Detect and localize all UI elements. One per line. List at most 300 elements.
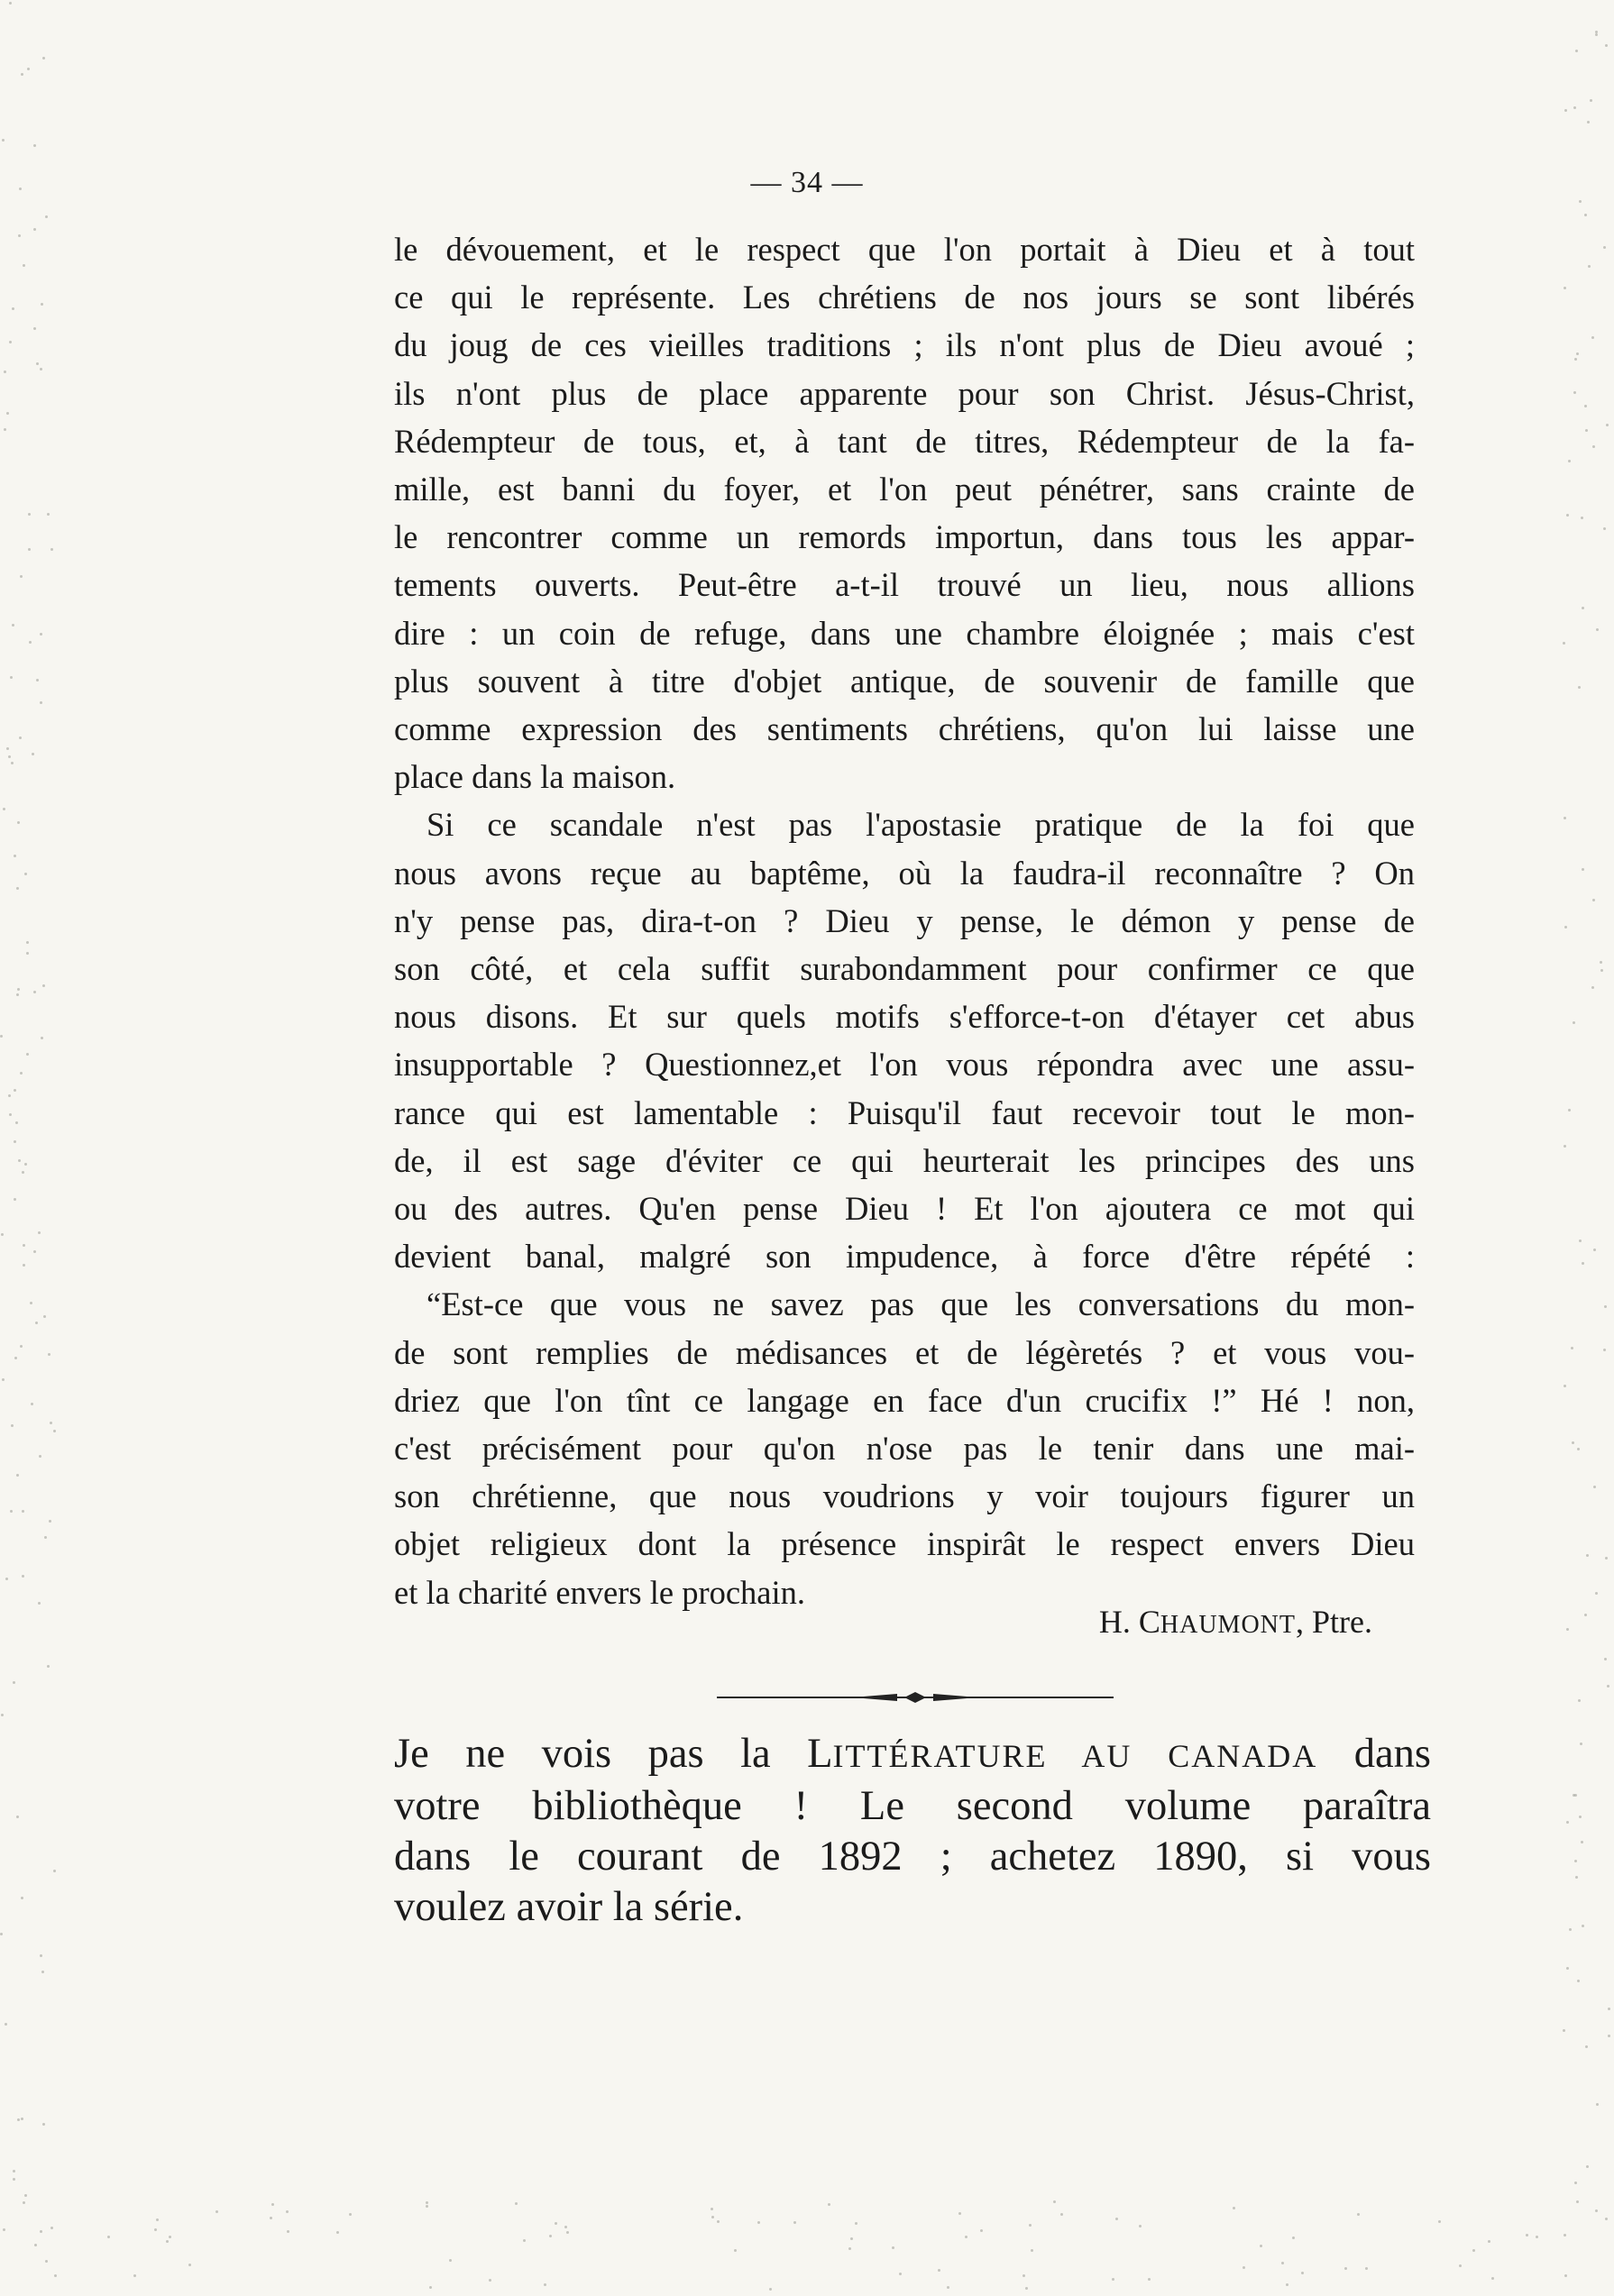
paper-speckle bbox=[50, 1422, 52, 1424]
paper-speckle bbox=[154, 2228, 157, 2231]
paper-speckle bbox=[12, 624, 14, 627]
paper-speckle bbox=[1577, 1448, 1580, 1450]
paper-speckle bbox=[717, 2220, 720, 2223]
paper-speckle bbox=[1112, 2278, 1114, 2281]
paper-speckle bbox=[899, 2273, 902, 2275]
paper-speckle bbox=[1607, 1685, 1609, 1688]
paper-speckle bbox=[9, 341, 12, 343]
article-body bbox=[394, 225, 1415, 1616]
text-line: son côté, et cela suffit surabondamment pour confirmer ce que bbox=[394, 950, 1415, 988]
paper-speckle bbox=[1585, 2045, 1588, 2048]
paper-speckle bbox=[6, 747, 9, 750]
paper-speckle bbox=[1608, 2008, 1610, 2010]
paper-speckle bbox=[2, 139, 5, 142]
paper-speckle bbox=[54, 2274, 57, 2277]
text-line: tements ouverts. Peut-être a-t-il trouvé un lieu, nous allions bbox=[394, 566, 1415, 604]
paper-speckle bbox=[549, 2235, 552, 2237]
paper-speckle bbox=[20, 575, 23, 578]
paper-speckle bbox=[19, 736, 22, 739]
paper-speckle bbox=[6, 412, 9, 415]
paper-speckle bbox=[33, 1250, 36, 1253]
paper-speckle bbox=[1564, 1385, 1566, 1387]
paper-speckle bbox=[5, 1578, 8, 1580]
paper-speckle bbox=[1568, 460, 1571, 462]
advert-text: dans bbox=[1317, 1731, 1431, 1777]
paper-speckle bbox=[1148, 2278, 1151, 2281]
paper-speckle bbox=[40, 701, 42, 704]
paper-speckle bbox=[5, 2023, 7, 2026]
paper-speckle bbox=[793, 2221, 796, 2224]
text-line: ou des autres. Qu'en pense Dieu ! Et l'on ajoutera ce mot qui bbox=[394, 1190, 1415, 1228]
paper-speckle bbox=[1459, 2264, 1462, 2267]
paper-speckle bbox=[3, 2228, 5, 2231]
paper-speckle bbox=[38, 1231, 41, 1234]
paper-speckle bbox=[11, 762, 14, 764]
text-line: le rencontrer comme un remords importun, dans tous les appar- bbox=[394, 518, 1415, 556]
paper-speckle bbox=[14, 1089, 16, 1092]
paper-speckle bbox=[10, 676, 13, 679]
paper-speckle bbox=[18, 1159, 21, 1162]
paper-speckle bbox=[33, 327, 36, 330]
paper-speckle bbox=[50, 2227, 53, 2229]
paper-speckle bbox=[1488, 2240, 1490, 2243]
paper-speckle bbox=[21, 73, 23, 76]
paper-speckle bbox=[21, 2118, 23, 2120]
paper-speckle bbox=[156, 2218, 159, 2221]
paper-speckle bbox=[1579, 200, 1582, 203]
text-line: de sont remplies de médisances et de légèretés ? et vous vou- bbox=[394, 1333, 1415, 1371]
paper-speckle bbox=[1564, 2274, 1567, 2277]
paper-speckle bbox=[1564, 926, 1567, 928]
paper-speckle bbox=[1605, 1557, 1608, 1560]
paper-speckle bbox=[555, 2222, 557, 2225]
paper-speckle bbox=[4, 370, 6, 373]
paper-speckle bbox=[45, 215, 48, 218]
paper-speckle bbox=[1574, 1860, 1577, 1862]
paper-speckle bbox=[1357, 2213, 1360, 2216]
paper-speckle bbox=[1584, 1614, 1587, 1616]
signature-initial: H. C bbox=[1098, 1604, 1160, 1640]
paper-speckle bbox=[1, 1233, 4, 1236]
paper-speckle bbox=[23, 264, 25, 267]
text-line: dire : un coin de refuge, dans une chambre éloignée ; mais c'est bbox=[394, 614, 1415, 652]
paper-speckle bbox=[28, 513, 31, 516]
paper-speckle bbox=[13, 2178, 15, 2181]
paper-speckle bbox=[22, 1575, 24, 1578]
text-line: son chrétienne, que nous voudrions y voir toujours figurer un bbox=[394, 1477, 1415, 1515]
paper-speckle bbox=[14, 855, 16, 857]
paper-speckle bbox=[1581, 1841, 1583, 1843]
paper-speckle bbox=[133, 2274, 136, 2277]
paper-speckle bbox=[41, 303, 43, 306]
paper-speckle bbox=[28, 548, 31, 551]
paper-speckle bbox=[38, 1602, 41, 1605]
paper-speckle bbox=[1566, 1821, 1569, 1824]
paper-speckle bbox=[4, 428, 6, 431]
paper-speckle bbox=[947, 2286, 949, 2289]
paper-speckle bbox=[26, 941, 29, 944]
paper-speckle bbox=[1591, 336, 1594, 339]
paper-speckle bbox=[1587, 121, 1590, 123]
paper-speckle bbox=[1605, 2218, 1608, 2220]
paper-speckle bbox=[33, 228, 36, 231]
paper-speckle bbox=[1581, 517, 1583, 519]
paper-speckle bbox=[769, 2288, 772, 2291]
advert-book-title: ITTÉRATURE AU CANADA bbox=[832, 1738, 1318, 1774]
advert-line: votre bibliothèque ! Le second volume paraîtra bbox=[394, 1783, 1431, 1829]
paper-speckle bbox=[48, 1353, 50, 1356]
paper-speckle bbox=[1573, 1794, 1575, 1797]
paper-speckle bbox=[1115, 2218, 1118, 2220]
paper-speckle bbox=[16, 1816, 19, 1818]
paper-speckle bbox=[43, 1315, 46, 1318]
paper-speckle bbox=[188, 2264, 191, 2266]
paper-speckle bbox=[39, 1455, 41, 1458]
paper-speckle bbox=[41, 1037, 43, 1039]
paper-speckle bbox=[271, 2203, 274, 2206]
paper-speckle bbox=[958, 2212, 961, 2215]
paper-speckle bbox=[1568, 1109, 1571, 1111]
paper-speckle bbox=[1596, 2103, 1599, 2106]
paper-speckle bbox=[27, 68, 30, 70]
paper-speckle bbox=[45, 2260, 48, 2263]
paper-speckle bbox=[1566, 1628, 1569, 1631]
text-line: et la charité envers le prochain. bbox=[394, 1573, 806, 1611]
text-line: de, il est sage d'éviter ce qui heurterait les principes des uns bbox=[394, 1141, 1415, 1179]
paper-speckle bbox=[44, 1536, 47, 1539]
text-line: nous disons. Et sur quels motifs s'efforce-t-on d'étayer cet abus bbox=[394, 998, 1415, 1036]
paper-speckle bbox=[107, 2236, 110, 2238]
paper-speckle bbox=[42, 2123, 45, 2126]
paper-speckle bbox=[23, 2201, 25, 2204]
text-line: rance qui est lamentable : Puisqu'il faut recevoir tout le mon- bbox=[394, 1093, 1415, 1131]
paper-speckle bbox=[42, 984, 45, 987]
paper-speckle bbox=[14, 1198, 16, 1201]
paper-speckle bbox=[1563, 2029, 1565, 2032]
paper-speckle bbox=[1053, 2200, 1056, 2203]
paper-speckle bbox=[1604, 1658, 1607, 1660]
paper-speckle bbox=[1572, 1441, 1574, 1444]
paper-speckle bbox=[11, 1424, 14, 1427]
paper-speckle bbox=[29, 641, 32, 644]
paper-speckle bbox=[31, 1403, 33, 1405]
page-number: — 34 — bbox=[750, 166, 864, 199]
paper-speckle bbox=[15, 1121, 18, 1124]
signature-name: HAUMONT bbox=[1160, 1611, 1296, 1639]
paper-speckle bbox=[1286, 2283, 1288, 2286]
paper-speckle bbox=[1564, 109, 1567, 112]
advert-line bbox=[394, 1729, 1431, 1781]
paper-speckle bbox=[0, 1035, 3, 1038]
paper-speckle bbox=[1025, 2287, 1028, 2290]
text-line: driez que l'on tînt ce langage en face d'un crucifix !” Hé ! non, bbox=[394, 1381, 1415, 1419]
paper-speckle bbox=[1233, 2207, 1235, 2209]
paper-speckle bbox=[49, 1520, 51, 1523]
paper-speckle bbox=[1564, 817, 1566, 819]
paper-speckle bbox=[1566, 514, 1569, 517]
paper-speckle bbox=[1600, 969, 1603, 972]
paper-speckle bbox=[1536, 2236, 1538, 2238]
paper-speckle bbox=[1580, 1743, 1582, 1745]
paper-speckle bbox=[938, 2269, 940, 2272]
paper-speckle bbox=[23, 1244, 25, 1247]
paper-speckle bbox=[34, 2244, 37, 2246]
paper-speckle bbox=[26, 952, 29, 955]
paper-speckle bbox=[1260, 2245, 1262, 2247]
text-line: ils n'ont plus de place apparente pour son Christ. Jésus-Christ, bbox=[394, 374, 1415, 412]
paper-speckle bbox=[828, 2203, 830, 2206]
paper-speckle bbox=[1526, 2234, 1528, 2237]
paper-speckle bbox=[1243, 2266, 1245, 2269]
paper-speckle bbox=[1604, 1305, 1607, 1308]
paper-speckle bbox=[53, 1430, 56, 1432]
paper-speckle bbox=[1591, 986, 1594, 989]
paper-speckle bbox=[24, 1163, 27, 1166]
paper-speckle bbox=[287, 2230, 289, 2233]
paper-speckle bbox=[53, 1870, 56, 1872]
paper-speckle bbox=[711, 2208, 713, 2210]
paper-speckle bbox=[1, 1714, 4, 1716]
paper-speckle bbox=[20, 1345, 23, 1348]
paper-speckle bbox=[1365, 2267, 1368, 2270]
paper-speckle bbox=[10, 1510, 13, 1513]
paper-speckle bbox=[1573, 1021, 1575, 1024]
paper-speckle bbox=[544, 2283, 546, 2286]
paper-speckle bbox=[40, 2230, 42, 2233]
paper-speckle bbox=[1575, 1876, 1578, 1879]
paper-speckle bbox=[1595, 33, 1598, 36]
paper-speckle bbox=[14, 1357, 17, 1359]
paper-speckle bbox=[1563, 642, 1565, 645]
paper-speckle bbox=[1576, 352, 1579, 355]
paper-speckle bbox=[1576, 2200, 1579, 2203]
text-line: Si ce scandale n'est pas l'apostasie pratique de la foi que bbox=[426, 806, 1415, 844]
paper-speckle bbox=[270, 2217, 272, 2219]
text-line: devient banal, malgré son impudence, à force d'être répété : bbox=[394, 1238, 1415, 1276]
text-line: ce qui le représente. Les chrétiens de nos jours se sont libérés bbox=[394, 279, 1415, 316]
paper-speckle bbox=[429, 2286, 432, 2289]
text-line: le dévouement, et le respect que l'on portait à Dieu et à tout bbox=[394, 231, 1415, 268]
paper-speckle bbox=[1606, 424, 1609, 426]
text-line: Rédempteur de tous, et, à tant de titres, Rédempteur de la fa- bbox=[394, 422, 1415, 460]
paper-speckle bbox=[1564, 1145, 1566, 1148]
paper-speckle bbox=[14, 1140, 16, 1143]
paper-speckle bbox=[16, 993, 19, 996]
paper-speckle bbox=[1573, 106, 1576, 109]
paper-speckle bbox=[17, 988, 20, 991]
paper-speckle bbox=[1344, 2267, 1347, 2270]
text-line: “Est-ce que vous ne savez pas que les conversations du mon- bbox=[426, 1285, 1415, 1323]
paper-speckle bbox=[1584, 214, 1587, 216]
paper-speckle bbox=[13, 2170, 15, 2173]
paper-speckle bbox=[47, 513, 50, 516]
text-line: place dans la maison. bbox=[394, 758, 676, 796]
paper-speckle bbox=[1592, 445, 1595, 448]
paper-speckle bbox=[980, 2229, 983, 2232]
paper-speckle bbox=[1603, 527, 1606, 530]
paper-speckle bbox=[1595, 1592, 1598, 1595]
text-line: comme expression des sentiments chrétiens, qu'on lui laisse une bbox=[394, 710, 1415, 748]
paper-speckle bbox=[1577, 1980, 1580, 1982]
paper-speckle bbox=[1592, 899, 1595, 901]
paper-speckle bbox=[1029, 2224, 1032, 2227]
paper-speckle bbox=[1575, 50, 1578, 52]
paper-speckle bbox=[1595, 2209, 1598, 2212]
ornamental-divider bbox=[717, 1691, 1114, 1704]
paper-speckle bbox=[1564, 2234, 1566, 2237]
paper-speckle bbox=[1582, 1925, 1584, 1927]
paper-speckle bbox=[1600, 961, 1602, 964]
advert-text: Je ne vois pas la L bbox=[394, 1731, 833, 1777]
paper-speckle bbox=[40, 368, 42, 370]
author-signature bbox=[1099, 1603, 1372, 1641]
paper-speckle bbox=[286, 2210, 289, 2213]
paper-speckle bbox=[566, 2231, 569, 2234]
paper-speckle bbox=[18, 234, 21, 237]
paper-speckle bbox=[336, 2231, 339, 2234]
text-line: n'y pense pas, dira-t-on ? Dieu y pense, le démon y pense de bbox=[394, 901, 1415, 939]
paper-speckle bbox=[1593, 1249, 1596, 1251]
paper-speckle bbox=[1578, 1699, 1581, 1702]
paper-speckle bbox=[1281, 2262, 1284, 2264]
paper-speckle bbox=[734, 2249, 737, 2252]
paper-speckle bbox=[8, 1094, 11, 1097]
paper-speckle bbox=[1569, 1928, 1572, 1931]
paper-speckle bbox=[23, 1264, 25, 1267]
paper-speckle bbox=[169, 2236, 171, 2238]
paper-speckle bbox=[20, 1072, 23, 1075]
text-line: mille, est banni du foyer, et l'on peut pénétrer, sans crainte de bbox=[394, 471, 1415, 508]
paper-speckle bbox=[0, 1933, 3, 1935]
paper-speckle bbox=[8, 755, 11, 758]
paper-speckle bbox=[36, 362, 39, 365]
paper-speckle bbox=[449, 2259, 452, 2262]
paper-speckle bbox=[1472, 2249, 1475, 2252]
paper-speckle bbox=[1023, 2274, 1025, 2277]
paper-speckle bbox=[16, 887, 19, 890]
paper-speckle bbox=[523, 2239, 526, 2242]
paper-speckle bbox=[1585, 429, 1588, 432]
paper-speckle bbox=[50, 548, 53, 551]
paper-speckle bbox=[22, 1510, 24, 1513]
paper-speckle bbox=[9, 1113, 12, 1116]
paper-speckle bbox=[1574, 2182, 1577, 2184]
paper-speckle bbox=[426, 2205, 428, 2208]
paper-speckle bbox=[1603, 1349, 1606, 1351]
paper-speckle bbox=[965, 2236, 967, 2238]
text-line: nous avons reçue au baptême, où la faudra-il reconnaître ? On bbox=[394, 854, 1415, 892]
paper-speckle bbox=[33, 991, 36, 993]
paper-speckle bbox=[1139, 2225, 1142, 2227]
paper-speckle bbox=[22, 1171, 24, 1174]
paper-speckle bbox=[1571, 1347, 1573, 1349]
paper-speckle bbox=[850, 2237, 853, 2240]
paper-speckle bbox=[564, 2226, 567, 2228]
text-line: plus souvent à titre d'objet antique, de souvenir de famille que bbox=[394, 662, 1415, 700]
signature-suffix: , Ptre. bbox=[1296, 1604, 1372, 1640]
paper-speckle bbox=[1491, 2277, 1494, 2280]
paper-speckle bbox=[1060, 2213, 1063, 2216]
paper-speckle bbox=[855, 2222, 857, 2225]
paper-speckle bbox=[1578, 686, 1581, 689]
text-line: objet religieux dont la présence inspirât le respect envers Dieu bbox=[394, 1525, 1415, 1563]
paper-speckle bbox=[892, 2246, 894, 2249]
text-line: c'est précisément pour qu'on n'ose pas le tenir dans une mai- bbox=[394, 1430, 1415, 1468]
paper-speckle bbox=[24, 873, 27, 875]
paper-speckle bbox=[711, 2216, 714, 2218]
paper-speckle bbox=[1573, 391, 1576, 394]
paper-speckle bbox=[426, 2201, 428, 2204]
paper-speckle bbox=[757, 2221, 760, 2224]
paper-speckle bbox=[26, 1053, 29, 1056]
text-line: insupportable ? Questionnez,et l'on vous répondra avec une assu- bbox=[394, 1046, 1415, 1084]
paper-speckle bbox=[515, 2202, 518, 2205]
paper-speckle bbox=[2, 1378, 5, 1381]
paper-speckle bbox=[1438, 2220, 1441, 2223]
paper-speckle bbox=[216, 2210, 218, 2213]
paper-speckle bbox=[40, 1954, 42, 1957]
paper-speckle bbox=[489, 2279, 491, 2282]
paper-speckle bbox=[1588, 265, 1591, 268]
paper-speckle bbox=[41, 1971, 44, 1973]
paper-speckle bbox=[1586, 1554, 1589, 1557]
paper-speckle bbox=[13, 1681, 15, 1684]
paper-speckle bbox=[848, 2247, 851, 2250]
paper-speckle bbox=[47, 1665, 50, 1668]
paper-speckle bbox=[42, 57, 45, 59]
paper-speckle bbox=[36, 679, 39, 681]
paper-speckle bbox=[1579, 1816, 1582, 1818]
paper-speckle bbox=[16, 1474, 19, 1477]
paper-speckle bbox=[1574, 358, 1577, 361]
paper-speckle bbox=[17, 2118, 20, 2121]
paper-speckle bbox=[1590, 99, 1592, 102]
paper-speckle bbox=[349, 2213, 352, 2216]
paper-speckle bbox=[1564, 287, 1566, 289]
paper-speckle bbox=[1582, 868, 1584, 871]
paper-speckle bbox=[40, 633, 42, 636]
paper-speckle bbox=[32, 753, 34, 755]
paper-speckle bbox=[3, 808, 5, 810]
paper-speckle bbox=[1605, 44, 1608, 47]
paper-speckle bbox=[1579, 1239, 1582, 1242]
paper-speckle bbox=[24, 2194, 27, 2197]
paper-speckle bbox=[1582, 1262, 1584, 1265]
paper-speckle bbox=[1031, 2249, 1033, 2252]
paper-speckle bbox=[166, 2240, 169, 2243]
text-line: du joug de ces vieilles traditions ; ils n'ont plus de Dieu avoué ; bbox=[394, 326, 1415, 364]
paper-speckle bbox=[12, 307, 14, 310]
paper-speckle bbox=[1584, 405, 1587, 407]
paper-speckle bbox=[17, 821, 20, 824]
paper-speckle bbox=[1603, 246, 1606, 249]
paper-speckle bbox=[30, 1302, 32, 1304]
paper-speckle bbox=[9, 2, 12, 5]
paper-speckle bbox=[1593, 1486, 1596, 1488]
paper-speckle bbox=[1596, 628, 1599, 631]
paper-speckle bbox=[1566, 1967, 1569, 1970]
paper-speckle bbox=[1586, 2165, 1589, 2168]
advert-line: dans le courant de 1892 ; achetez 1890, si vous bbox=[394, 1834, 1431, 1880]
paper-speckle bbox=[21, 1897, 23, 1899]
paper-speckle bbox=[1301, 2272, 1304, 2274]
paper-speckle bbox=[1608, 2035, 1610, 2037]
paper-speckle bbox=[33, 144, 36, 147]
paper-speckle bbox=[1292, 2237, 1295, 2239]
paper-speckle bbox=[1582, 607, 1584, 609]
advertisement bbox=[394, 1729, 1431, 1933]
advert-line: voulez avoir la série. bbox=[394, 1884, 744, 1930]
